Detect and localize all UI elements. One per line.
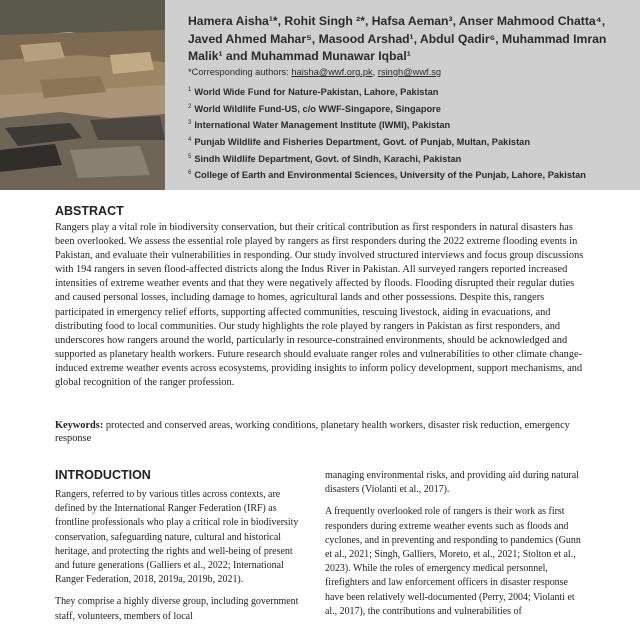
- affiliation-text: World Wide Fund for Nature-Pakistan, Lahore, Pakistan: [194, 87, 439, 98]
- affiliation-text: World Wildlife Fund-US, c/o WWF-Singapore, Singapore: [194, 103, 441, 114]
- title-header: [0, 0, 640, 190]
- email-link-1[interactable]: haisha@wwf.org.pk: [291, 67, 373, 77]
- intro-paragraph: Rangers, referred to by various titles across contexts, are defined by the International Ranger Federation (IRF) as frontline professionals who play a critical role in biodiversity conservation, safeguarding nature, cultural and historical heritage, and protecting the rights and well-being of present and future generations (Galliers et al., 2022; International Ranger Federation, 2018, 2019a, 2019b, 2021).: [55, 489, 299, 586]
- affiliation-list: [188, 83, 628, 183]
- abstract-body: Rangers play a vital role in biodiversity conservation, but their critical contribution as first responders in natural disasters has been overlooked. We assess the essential role played by rangers as first responders during the 2022 extreme flooding events in Pakistan, and evaluate their vulnerabilities in responding. Our study involved structured interviews and focus group discussions with 194 rangers in seven flood-affected districts along the Indus River in Pakistan. All surveyed rangers reported increased intensities of extreme weather events and that they were negatively affected by floods. Flooding disrupted their regular duties and caused personal losses, including damage to homes, agricultural lands and other possessions. Despite this, rangers participated in emergency relief efforts, supporting affected communities, rescuing livestock, aiding in evacuations, and distributing food to local communities. Our study highlights the role played by rangers in Pakistan as first responders, and underscores how rangers around the world, particularly in resource-constrained environments, should be acknowledged and supported as planetary health workers. Future research should evaluate ranger roles and vulnerabilities to other climate change-induced extreme weather events across ecosystems, providing insights to inform policy development, support mechanisms, and global recognition of the ranger profession.: [55, 222, 584, 389]
- corresponding-label: *Corresponding authors:: [188, 67, 289, 77]
- affiliation-number: 6: [188, 170, 192, 177]
- affiliation-item: [188, 116, 628, 133]
- flood-damage-photo: [0, 0, 165, 190]
- affiliation-item: [188, 150, 628, 167]
- author-list: Hamera Aisha¹*, Rohit Singh ²*, Hafsa Aeman³, Anser Mahmood Chatta⁴, Javed Ahmed Mahar⁵, Masood Arshad¹, Abdul Qadir⁶, Muhammad Imran Malik¹ and Muhammad Munawar Iqbal¹: [188, 14, 607, 63]
- affiliation-text: College of Earth and Environmental Sciences, University of the Punjab, Lahore, Pakistan: [194, 170, 586, 181]
- affiliation-text: Sindh Wildlife Department, Govt. of Sindh, Karachi, Pakistan: [194, 153, 462, 164]
- abstract-heading: ABSTRACT: [55, 204, 124, 218]
- affiliation-number: 1: [188, 87, 192, 93]
- affiliation-number: 4: [188, 137, 192, 144]
- affiliation-text: Punjab Wildlife and Fisheries Department, Govt. of Punjab, Multan, Pakistan: [194, 137, 531, 148]
- affiliation-item: [188, 166, 628, 183]
- email-link-2[interactable]: rsingh@wwf.sg: [377, 67, 442, 77]
- keywords-text: protected and conserved areas, working conditions, planetary health workers, disaster risk reduction, emergency response: [55, 420, 570, 445]
- intro-left-column: [55, 488, 309, 632]
- affiliation-number: 5: [188, 153, 192, 160]
- keywords-label: Keywords:: [55, 420, 104, 431]
- affiliation-number: 3: [188, 120, 192, 127]
- affiliation-item: [188, 83, 628, 100]
- affiliation-item: [188, 100, 628, 117]
- intro-paragraph: A frequently overlooked role of rangers is their work as first responders during extreme weather events such as floods and cyclones, and in preventing and responding to pandemics (Gunn et al., 2021; Singh, Galliers, Moreto, et al., 2021; Stolton et al., 2023). While the roles of emergency medical personnel, firefighters and law enforcement officers in disaster response have been relatively well-documented (Perry, 2004; Violanti et al., 2017), the contributions and vulnerabilities of: [325, 506, 581, 617]
- affiliation-item: [188, 133, 628, 150]
- corresponding-authors: [188, 67, 628, 77]
- keywords-block: [55, 419, 586, 446]
- intro-paragraph: They comprise a highly diverse group, including government staff, volunteers, members of local: [55, 596, 299, 622]
- intro-right-column: [325, 469, 586, 627]
- affiliation-number: 2: [188, 103, 192, 110]
- affiliation-text: International Water Management Institute (IWMI), Pakistan: [194, 120, 451, 131]
- email-separator: ,: [372, 67, 376, 77]
- intro-paragraph: managing environmental risks, and providing aid during natural disasters (Violanti et al., 2017).: [325, 470, 579, 496]
- introduction-heading: INTRODUCTION: [55, 468, 151, 482]
